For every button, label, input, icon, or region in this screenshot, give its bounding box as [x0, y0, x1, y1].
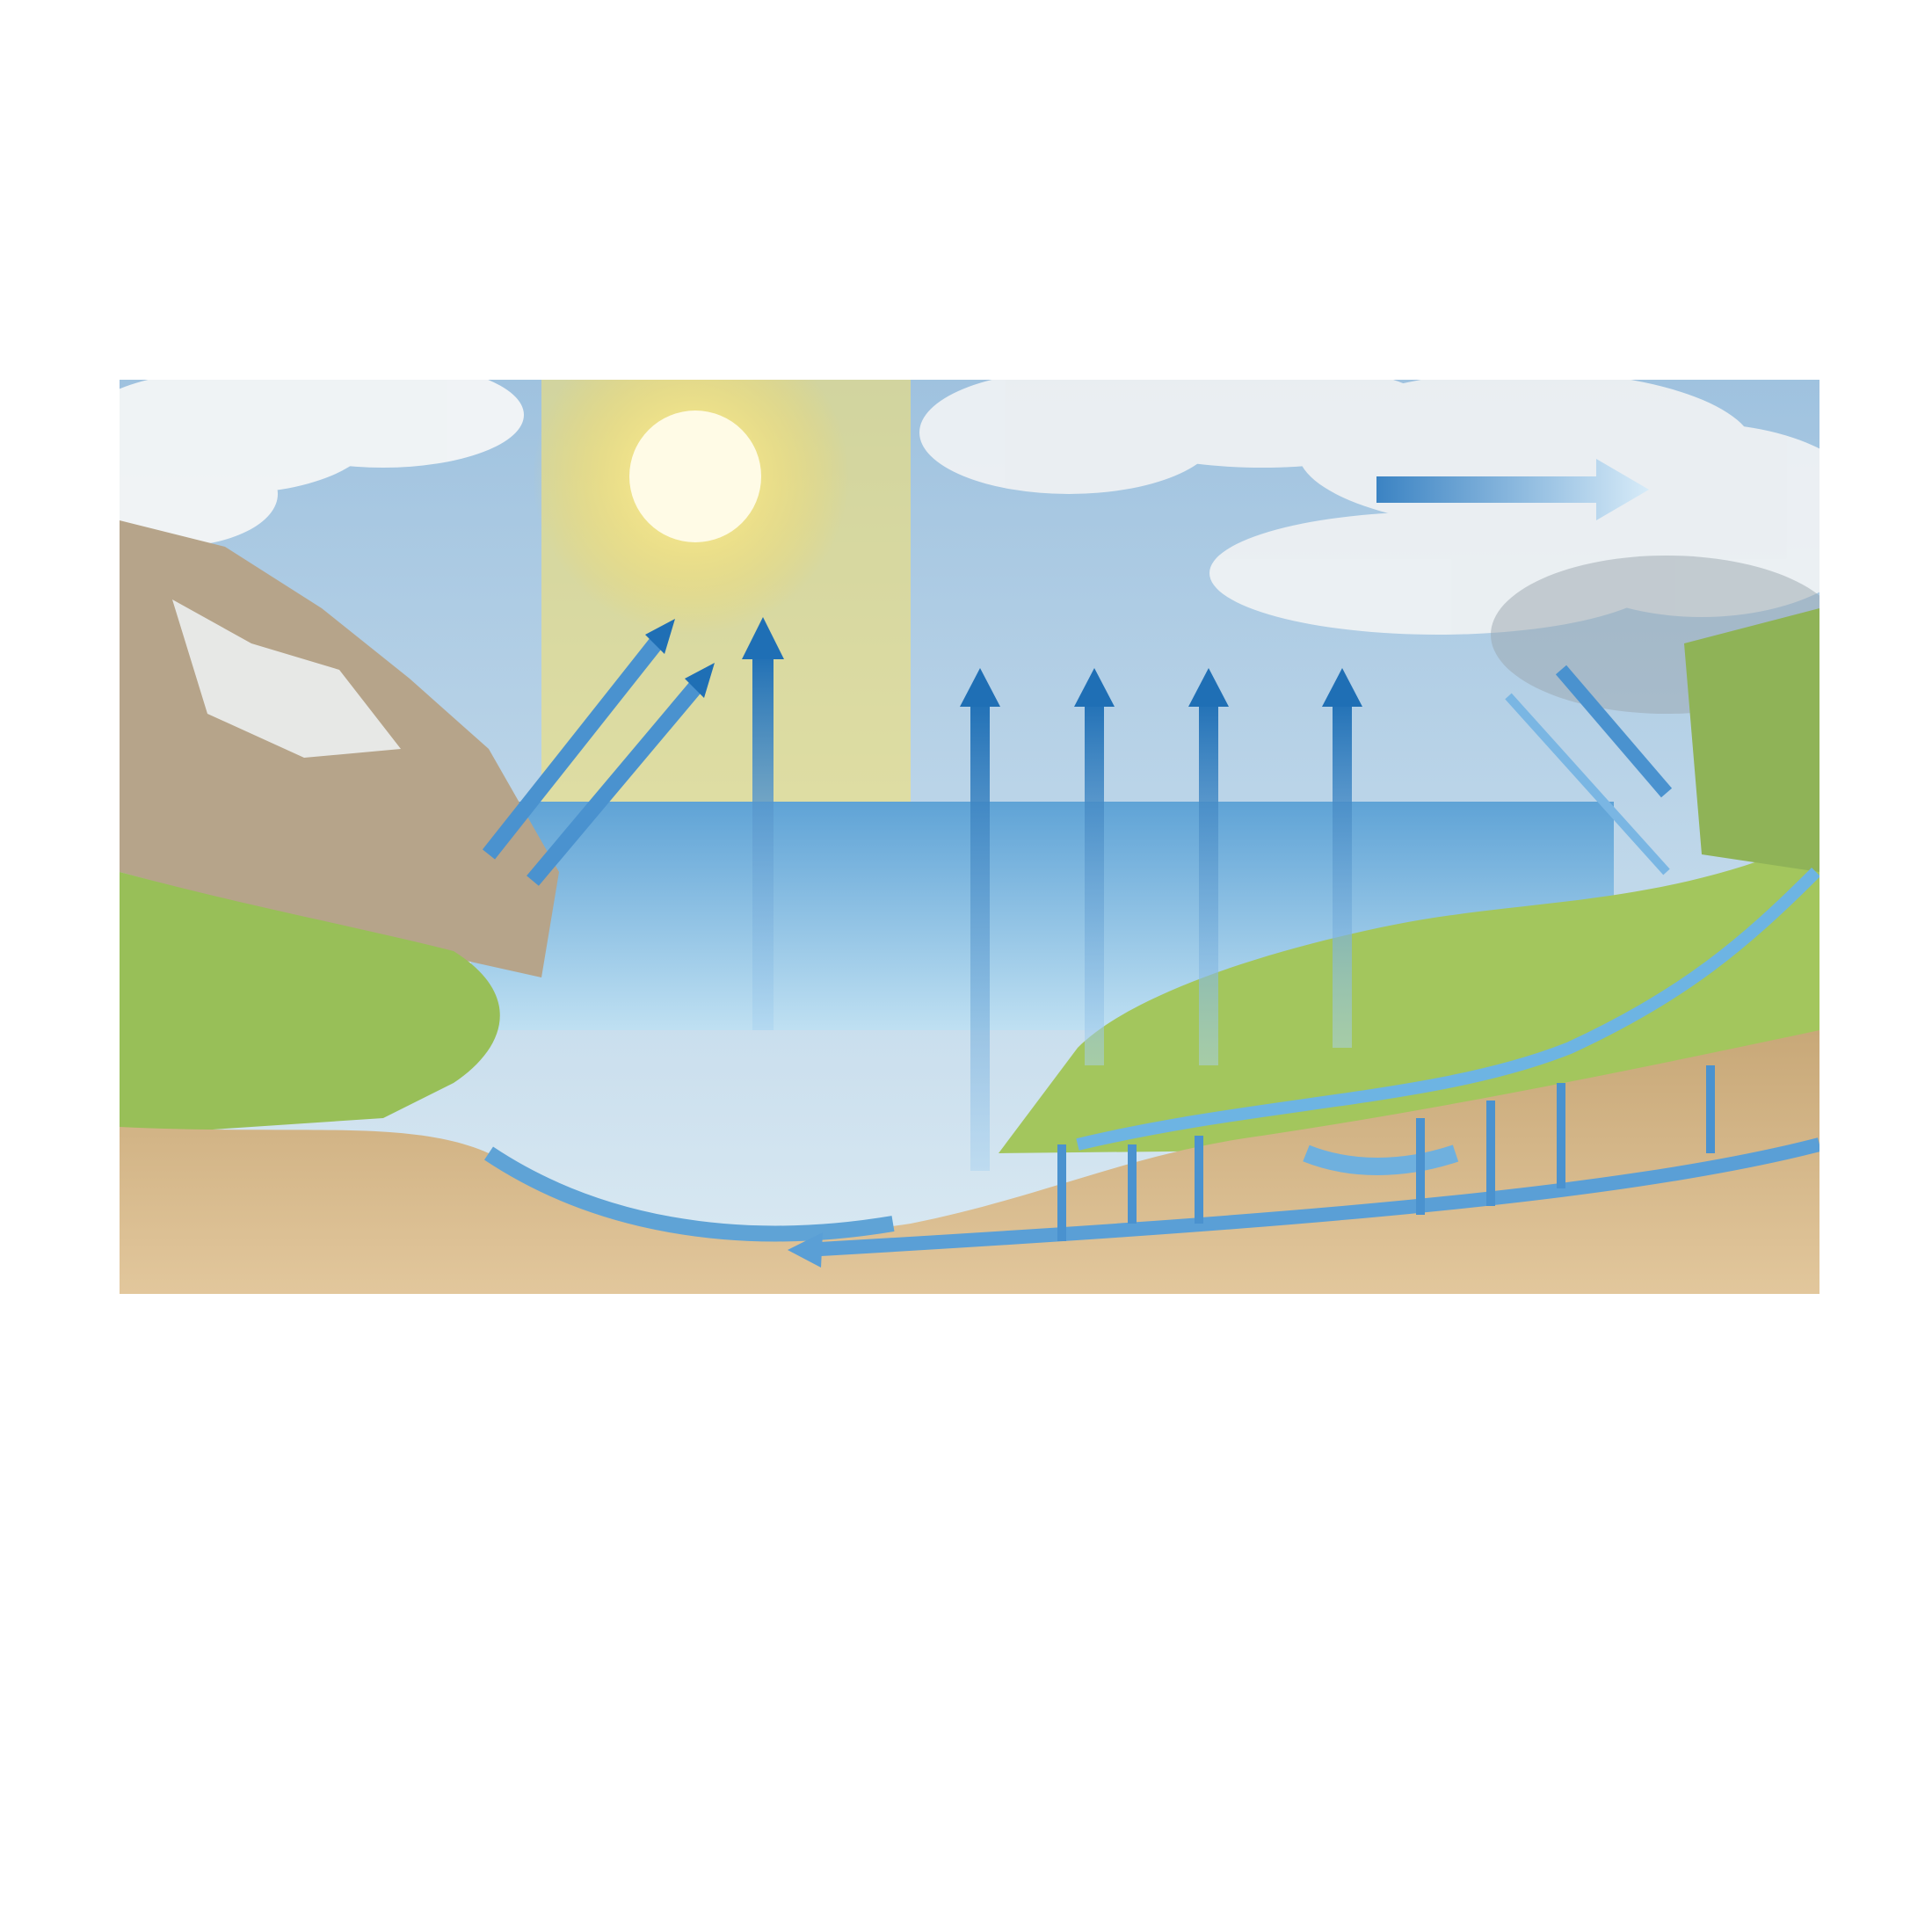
evap-arrow-5	[1333, 696, 1352, 1048]
hills-right	[1684, 608, 1819, 872]
evap-arrow-2	[970, 696, 990, 1171]
evap-arrow-4	[1199, 696, 1218, 1065]
sun	[629, 410, 761, 542]
evap-arrow-3	[1085, 696, 1104, 1065]
water-cycle-illustration	[120, 380, 1819, 1294]
water-cycle-figure	[120, 380, 1819, 1294]
evap-arrow-1	[752, 652, 774, 1030]
